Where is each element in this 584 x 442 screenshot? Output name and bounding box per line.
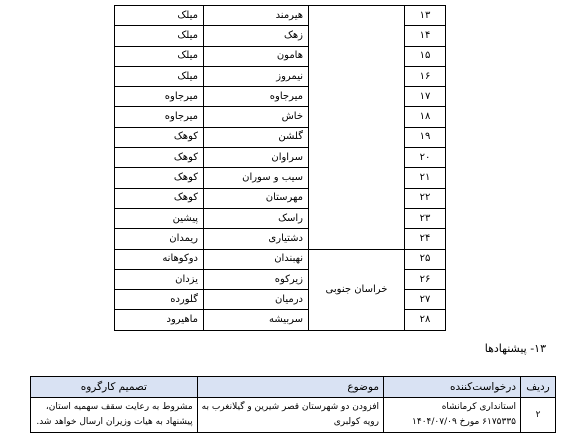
city-cell: هیرمند [204,6,309,26]
city-cell: نیمروز [204,66,309,86]
row-number: ۲ [521,398,556,433]
border-point-cell: میلک [115,46,204,66]
header-requester: درخواست‌کننده [384,377,521,398]
border-point-cell: میرجاوه [115,107,204,127]
city-cell: زیرکوه [204,269,309,289]
city-cell: درمیان [204,290,309,310]
row-number: ۱۷ [405,87,446,107]
row-number: ۲۰ [405,148,446,168]
row-number: ۱۶ [405,66,446,86]
border-point-cell: میرجاوه [115,87,204,107]
city-cell: سراوان [204,148,309,168]
city-cell: زهک [204,26,309,46]
border-point-cell: میلک [115,6,204,26]
requester-cell [384,398,521,433]
city-cell: دشتیاری [204,229,309,249]
section-title: ۱۳- پیشنهادها [484,342,546,355]
border-point-cell: کوهک [115,148,204,168]
city-cell: خاش [204,107,309,127]
city-cell: سربیشه [204,310,309,330]
row-number: ۲۷ [405,290,446,310]
table-row [115,6,446,26]
row-number: ۱۳ [405,6,446,26]
city-cell: گلشن [204,127,309,147]
border-point-cell: یزدان [115,269,204,289]
border-point-cell: ماهیرود [115,310,204,330]
decision-cell [31,398,198,433]
row-number: ۲۲ [405,188,446,208]
border-point-cell: دوکوهانه [115,249,204,269]
province-cell: خراسان جنوبی [309,249,405,330]
border-point-cell: پیشین [115,208,204,228]
city-cell: میرجاوه [204,87,309,107]
subject-cell [197,398,383,433]
row-number: ۲۵ [405,249,446,269]
row-number: ۲۱ [405,168,446,188]
table-row [115,249,446,269]
border-point-cell: کوهک [115,127,204,147]
city-cell: هامون [204,46,309,66]
decision-line: پیشنهاد به هیات وزیران ارسال خواهد شد. [36,417,193,427]
header-row [31,377,556,398]
province-cell-empty [309,6,405,250]
requester-letter-ref: ۶۱۷۵۳۳۵ مورخ ۱۴۰۴/۰۷/۰۹ [412,417,516,427]
requester-name: استانداری کرمانشاه [441,402,516,412]
city-cell: راسک [204,208,309,228]
subject-line: افزودن دو شهرستان قصر شیرین و گیلانغرب به [201,402,379,412]
row-number: ۲۳ [405,208,446,228]
proposals-table [30,376,556,433]
header-decision: تصمیم کارگروه [31,377,198,398]
subject-line: رویه کولبری [333,417,379,427]
border-point-cell: کوهک [115,168,204,188]
table-row [31,398,556,433]
city-cell: سیب و سوران [204,168,309,188]
row-number: ۲۸ [405,310,446,330]
header-row-number: ردیف [521,377,556,398]
row-number: ۱۹ [405,127,446,147]
row-number: ۱۵ [405,46,446,66]
border-points-table [114,5,446,331]
border-point-cell: گلورده [115,290,204,310]
border-point-cell: کوهک [115,188,204,208]
city-cell: مهرستان [204,188,309,208]
row-number: ۲۴ [405,229,446,249]
decision-line: مشروط به رعایت سقف سهمیه استان، [45,402,193,412]
header-subject: موضوع [197,377,383,398]
row-number: ۲۶ [405,269,446,289]
city-cell: نهبندان [204,249,309,269]
row-number: ۱۸ [405,107,446,127]
border-point-cell: میلک [115,26,204,46]
border-point-cell: ریمدان [115,229,204,249]
border-point-cell: میلک [115,66,204,86]
row-number: ۱۴ [405,26,446,46]
